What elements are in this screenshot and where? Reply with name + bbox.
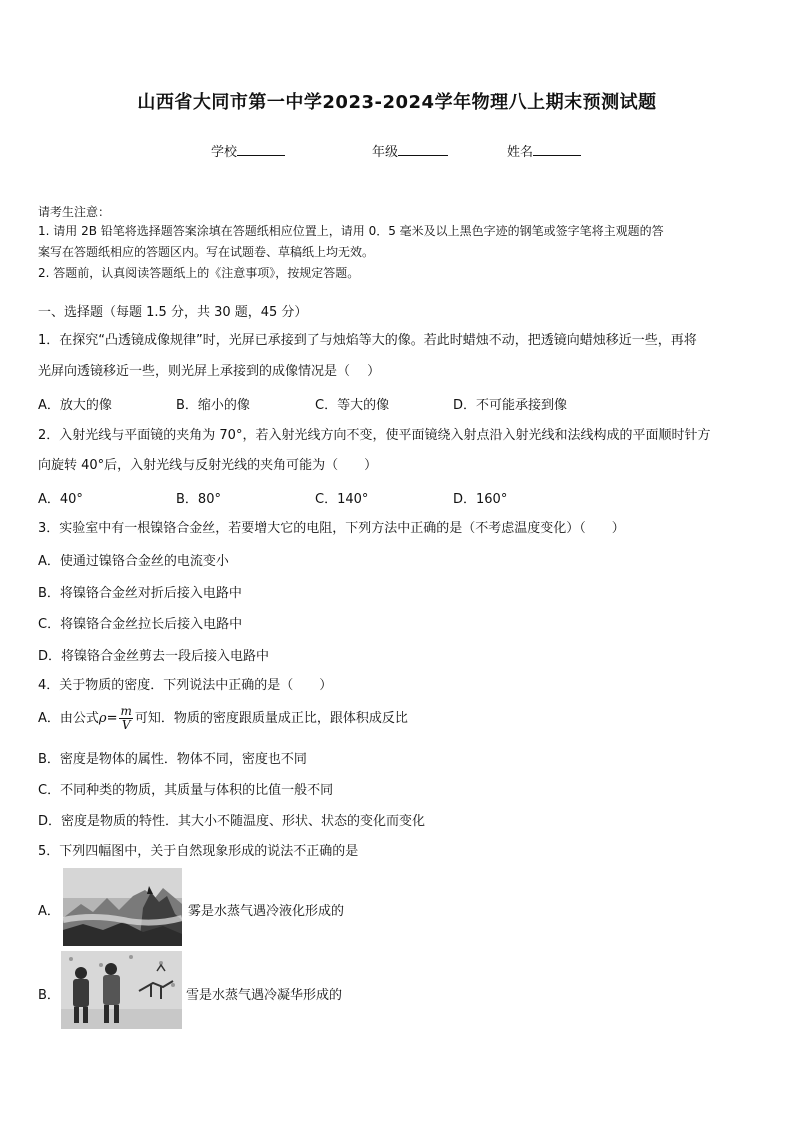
snow-people-illustration (61, 951, 182, 1029)
q4-option-a-suffix: 可知．物质的密度跟质量成正比，跟体积成反比 (134, 711, 408, 726)
q4-option-b[interactable]: B．密度是物体的属性．物体不同，密度也不同 (38, 752, 307, 767)
snow-scene-image (61, 951, 182, 1029)
q1-stem-line-1: 1．在探究“凸透镜成像规律”时，光屏已承接到了与烛焰等大的像。若此时蜡烛不动，把透镜向蜡烛移近一些，再将 (38, 333, 697, 348)
q4-option-c[interactable]: C．不同种类的物质，其质量与体积的比值一般不同 (38, 783, 334, 798)
q1-option-b[interactable]: B．缩小的像 (176, 398, 250, 413)
fraction-numerator: m (120, 704, 132, 718)
q4-stem: 4．关于物质的密度．下列说法中正确的是（ ） (38, 678, 333, 693)
q2-option-d[interactable]: D．160° (453, 492, 508, 507)
q1-option-d[interactable]: D．不可能承接到像 (453, 398, 568, 413)
equals-sign: = (106, 711, 118, 726)
notice-item-1-line-2: 案写在答题纸相应的答题区内。写在试题卷、草稿纸上均无效。 (38, 245, 375, 259)
q1-option-a[interactable]: A．放大的像 (38, 398, 112, 413)
notice-item-2: 2. 答题前，认真阅读答题纸上的《注意事项》，按规定答题。 (38, 266, 360, 280)
grade-blank[interactable] (398, 143, 448, 156)
name-blank[interactable] (533, 143, 581, 156)
q4-option-d[interactable]: D．密度是物质的特性．其大小不随温度、形状、状态的变化而变化 (38, 814, 426, 829)
fog-mountains-illustration (63, 868, 182, 946)
school-blank[interactable] (237, 143, 285, 156)
exam-title: 山西省大同市第一中学2023-2024学年物理八上期末预测试题 (137, 92, 657, 113)
q4-option-a[interactable] (38, 705, 408, 732)
q4-option-a-prefix: A．由公式 (38, 711, 99, 726)
notice-item-1-line-1: 1. 请用 2B 铅笔将选择题答案涂填在答题纸相应位置上，请用 0．5 毫米及以上黑色字迹的钢笔或签字笔将主观题的答 (38, 224, 664, 238)
q3-option-d[interactable]: D．将镍铬合金丝剪去一段后接入电路中 (38, 649, 270, 664)
q5-option-b-text[interactable]: 雪是水蒸气遇冷凝华形成的 (186, 988, 343, 1003)
school-label: 学校 (211, 145, 238, 160)
section-heading: 一、选择题（每题 1.5 分，共 30 题，45 分） (38, 305, 308, 320)
fog-landscape-image (63, 868, 182, 946)
q5-stem: 5．下列四幅图中，关于自然现象形成的说法不正确的是 (38, 844, 359, 859)
q3-option-b[interactable]: B．将镍铬合金丝对折后接入电路中 (38, 586, 242, 601)
q1-option-c[interactable]: C．等大的像 (315, 398, 390, 413)
q5-option-b-label[interactable]: B． (38, 988, 60, 1003)
q3-option-c[interactable]: C．将镍铬合金丝拉长后接入电路中 (38, 617, 243, 632)
q1-stem-line-2: 光屏向透镜移近一些，则光屏上承接到的成像情况是（ ） (38, 364, 381, 379)
school-field[interactable] (211, 141, 285, 160)
q2-option-c[interactable]: C．140° (315, 492, 369, 507)
name-field[interactable] (507, 141, 581, 160)
q2-option-b[interactable]: B．80° (176, 492, 221, 507)
grade-field[interactable] (372, 141, 448, 160)
fraction-denominator: V (121, 718, 131, 732)
density-symbol: ρ (98, 711, 107, 726)
q3-stem: 3．实验室中有一根镍铬合金丝，若要增大它的电阻，下列方法中正确的是（不考虑温度变化）（ ） (38, 521, 625, 536)
notice-heading: 请考生注意： (38, 205, 111, 219)
name-label: 姓名 (507, 145, 534, 160)
q2-stem-line-2: 向旋转 40°后，入射光线与反射光线的夹角可能为（ ） (38, 458, 378, 473)
q2-stem-line-1: 2．入射光线与平面镜的夹角为 70°，若入射光线方向不变，使平面镜绕入射点沿入射光线和法线构成的平面顺时针方 (38, 428, 711, 443)
mass-over-volume-fraction (119, 705, 132, 732)
q3-option-a[interactable]: A．使通过镍铬合金丝的电流变小 (38, 554, 229, 569)
q2-option-a[interactable]: A．40° (38, 492, 83, 507)
q5-option-a-label[interactable]: A． (38, 904, 60, 919)
q5-option-a-text[interactable]: 雾是水蒸气遇冷液化形成的 (188, 904, 345, 919)
grade-label: 年级 (372, 145, 399, 160)
